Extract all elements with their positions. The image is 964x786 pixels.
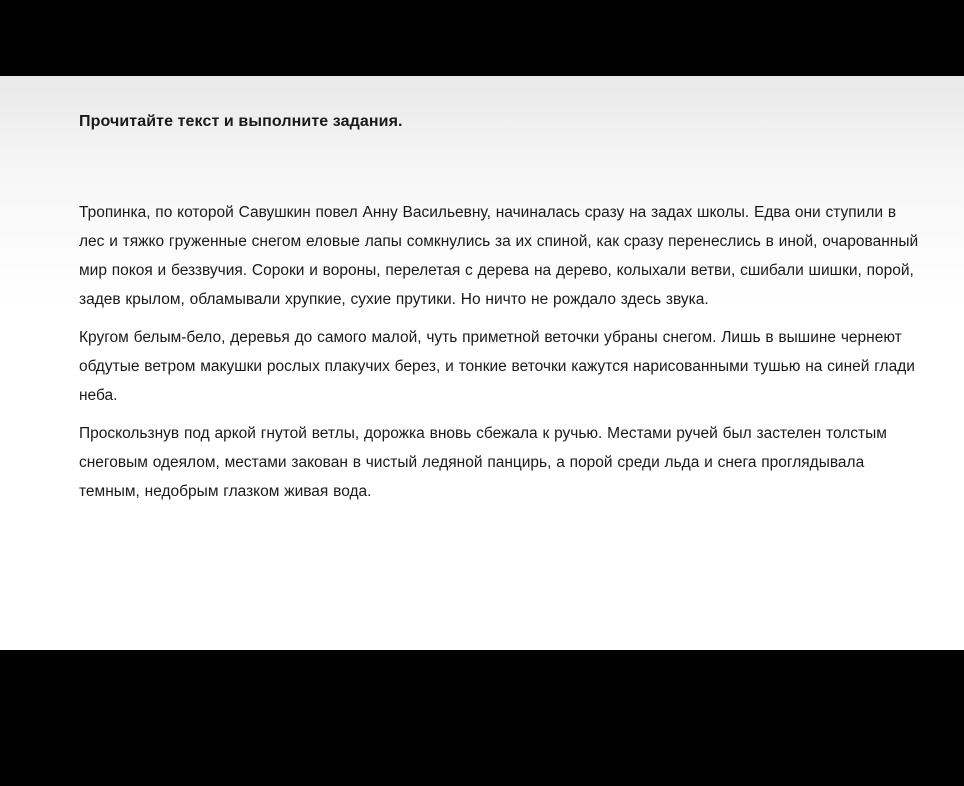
top-letterbox-bar xyxy=(0,0,964,76)
paragraph-2: Кругом белым-бело, деревья до самого малой, чуть приметной веточки убраны снегом. Лишь в вышине чернеют обдутые ветром макушки рослых плакучих берез, и тонкие веточки кажутся нарисованными тушью на синей глади неба. xyxy=(79,329,915,404)
bottom-letterbox-bar xyxy=(0,650,964,786)
paragraph-3: Проскользнув под аркой гнутой ветлы, дорожка вновь сбежала к ручью. Местами ручей был застелен толстым снеговым одеялом, местами закован в чистый ледяной панцирь, а порой среди льда и снега проглядывала темным, недобрым глазком живая вода. xyxy=(79,425,887,500)
paragraph-1: Тропинка, по которой Савушкин повел Анну Васильевну, начиналась сразу на задах школы. Едва они ступили в лес и тяжко груженные снегом еловые лапы сомкнулись за их спиной, как сразу перенеслись в иной, очарованный мир покоя и беззвучия. Сороки и вороны, перелетая с дерева на дерево, колыхали ветви, сшибали шишки, порой, задев крылом, обламывали хрупкие, сухие прутики. Но ничто не рождало здесь звука. xyxy=(79,204,919,308)
task-heading: Прочитайте текст и выполните задания. xyxy=(79,113,403,130)
document-content xyxy=(79,112,919,506)
document-page xyxy=(0,76,964,650)
